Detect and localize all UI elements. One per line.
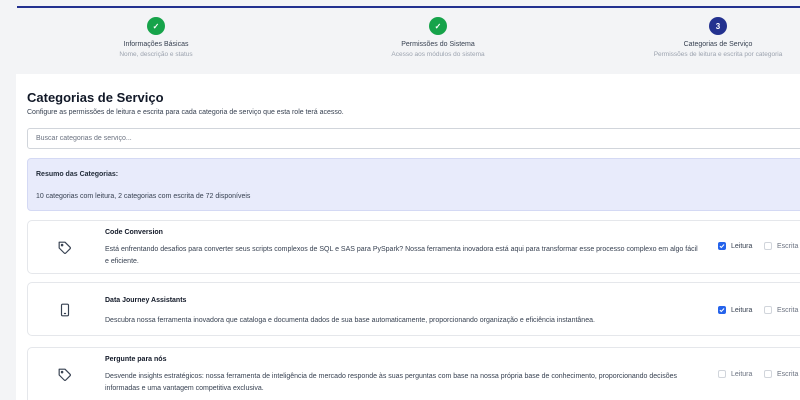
checkbox-unchecked-icon: [764, 370, 772, 378]
checkbox-unchecked-icon: [764, 306, 772, 314]
mobile-icon: [58, 303, 72, 317]
page-subtitle: Configure as permissões de leitura e escrita para cada categoria de serviço que esta role terá acesso.: [27, 109, 344, 116]
tag-icon: [58, 241, 72, 255]
read-checkbox[interactable]: [718, 242, 752, 250]
category-description: Descubra nossa ferramenta inovadora que cataloga e documenta dados de sua base automaticamente, proporcionando organização e eficiência instantânea.: [105, 317, 595, 324]
category-description: Está enfrentando desafios para converter seus scripts complexos de SQL e SAS para PySpark? Nossa ferramenta inovadora está aqui para transformar esse processo complexo em algo fácil e eficiente.: [105, 246, 698, 265]
tag-icon: [58, 368, 72, 382]
check-icon: ✓: [147, 17, 165, 35]
category-title: Pergunte para nós: [105, 356, 167, 363]
category-item-data-journey-assistants: [27, 282, 800, 336]
checkbox-unchecked-icon: [764, 242, 772, 250]
page-title: Categorias de Serviço: [27, 90, 164, 105]
step-title: Permissões do Sistema: [401, 41, 475, 48]
category-title: Code Conversion: [105, 229, 163, 236]
category-title: Data Journey Assistants: [105, 297, 187, 304]
stepper: [0, 8, 800, 72]
read-label: Leitura: [731, 306, 753, 314]
summary-text: 10 categorias com leitura, 2 categorias com escrita de 72 disponíveis: [36, 193, 251, 200]
write-checkbox[interactable]: [764, 306, 798, 314]
step-basic-info[interactable]: [41, 17, 271, 58]
step-service-categories[interactable]: [603, 17, 800, 58]
check-icon: ✓: [429, 17, 447, 35]
write-checkbox[interactable]: [764, 370, 798, 378]
step-subtitle: Nome, descrição e status: [119, 51, 193, 58]
category-item-code-conversion: [27, 220, 800, 274]
category-description: Desvende insights estratégicos: nossa ferramenta de inteligência de mercado responde às suas perguntas com base na nossa própria base de conhecimento, proporcionando decisões informadas e uma vantagem competitiva exclusiva.: [105, 373, 678, 392]
step-number: 3: [709, 17, 727, 35]
read-label: Leitura: [731, 242, 753, 250]
checkbox-unchecked-icon: [718, 370, 726, 378]
write-label: Escrita: [777, 242, 799, 250]
checkbox-checked-icon: [718, 242, 726, 250]
categories-card: [16, 74, 800, 400]
summary-title: Resumo das Categorias:: [36, 171, 119, 178]
step-subtitle: Acesso aos módulos do sistema: [391, 51, 485, 58]
step-system-permissions[interactable]: [323, 17, 553, 58]
step-title: Categorias de Serviço: [683, 41, 753, 48]
category-item-pergunte-para-nos: [27, 347, 800, 400]
summary-box: [27, 158, 800, 211]
read-checkbox[interactable]: [718, 370, 752, 378]
write-checkbox[interactable]: [764, 242, 798, 250]
step-subtitle: Permissões de leitura e escrita por categoria: [653, 51, 783, 58]
read-checkbox[interactable]: [718, 306, 752, 314]
write-label: Escrita: [777, 306, 799, 314]
search-input[interactable]: [27, 128, 800, 149]
step-title: Informações Básicas: [123, 41, 189, 48]
write-label: Escrita: [777, 370, 799, 378]
checkbox-checked-icon: [718, 306, 726, 314]
read-label: Leitura: [731, 370, 753, 378]
